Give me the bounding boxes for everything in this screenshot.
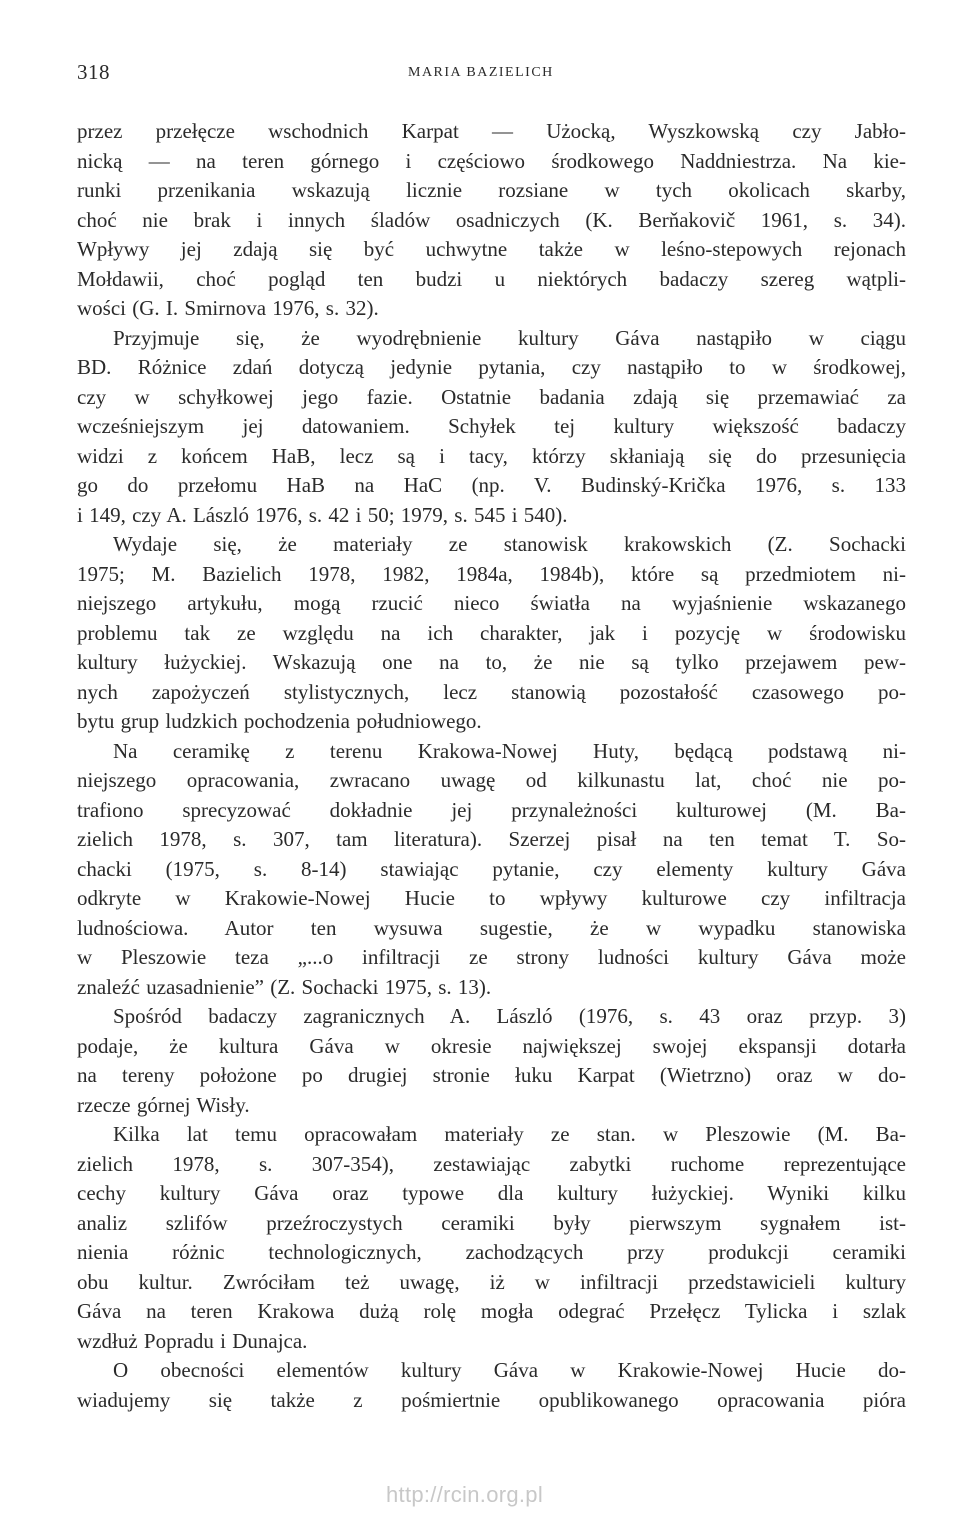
text-line: trafiono sprecyzować dokładnie jej przynależności kulturowej (M. Ba- (77, 797, 906, 822)
text-line: Przyjmuje się, że wyodrębnienie kultury Gáva nastąpiło w ciągu (113, 325, 906, 350)
text-line: wzdłuż Popradu i Dunajca. (77, 1328, 308, 1353)
body-text (77, 117, 906, 1415)
paragraph (77, 737, 906, 1003)
text-line: Gáva na teren Krakowa dużą rolę mogła odegrać Przełęcz Tylicka i szlak (77, 1299, 906, 1323)
text-line: Spośród badaczy zagranicznych A. László (1976, s. 43 oraz przyp. 3) (113, 1004, 906, 1028)
text-line: runki przenikania wskazują licznie rozsiane w tych okolicach skarby, (77, 178, 906, 202)
paragraph (77, 1002, 906, 1120)
text-line: nicką — na teren górnego i częściowo środkowego Naddniestrza. Na kie- (77, 148, 906, 173)
paragraph (77, 324, 906, 531)
text-line: Wydaje się, że materiały ze stanowisk krakowskich (Z. Sochacki (113, 532, 906, 556)
text-line: zielich 1978, s. 307-354), zestawiając zabytki ruchome reprezentujące (77, 1151, 906, 1176)
text-line: niejszego opracowania, zwracano uwagę od kilkunastu lat, choć nie po- (77, 768, 906, 792)
text-line: podaje, że kultura Gáva w okresie największej swojej ekspansji dotarła (77, 1033, 906, 1058)
text-line: wiadujemy się także z pośmiertnie opublikowanego opracowania pióra (77, 1387, 906, 1412)
text-line: rzecze górnej Wisły. (77, 1092, 250, 1117)
text-line: Kilka lat temu opracowałam materiały ze stan. w Pleszowie (M. Ba- (113, 1122, 906, 1146)
page-header (77, 60, 905, 88)
running-head: MARIA BAZIELICH (408, 65, 554, 80)
paragraph (77, 530, 906, 737)
page-number: 318 (77, 60, 110, 84)
text-line: analiz szlifów przeźroczystych ceramiki były pierwszym sygnałem ist- (77, 1210, 906, 1235)
text-line: i 149, czy A. László 1976, s. 42 i 50; 1979, s. 545 i 540). (77, 502, 568, 527)
text-line: odkryte w Krakowie-Nowej Hucie to wpływy kulturowe czy infiltracja (77, 886, 906, 910)
text-line: znaleźć uzasadnienie” (Z. Sochacki 1975, s. 13). (77, 974, 492, 999)
text-line: przez przełęcze wschodnich Karpat — Użocką, Wyszkowską czy Jabło- (77, 119, 906, 143)
paragraph (77, 117, 906, 324)
text-line: Na ceramikę z terenu Krakowa-Nowej Huty, będącą podstawą ni- (113, 738, 906, 763)
text-line: nych zapożyczeń stylistycznych, lecz stanowią pozostałość czasowego po- (77, 679, 906, 704)
text-line: Wpływy jej zdają się być uchwytne także w leśno-stepowych rejonach (77, 237, 906, 261)
text-line: wcześniejszym jej datowaniem. Schyłek tej kultury większość badaczy (77, 414, 906, 438)
text-line: zielich 1978, s. 307, tam literatura). Szerzej pisał na ten temat T. So- (77, 827, 906, 851)
text-line: w Pleszowie teza „...o infiltracji ze strony ludności kultury Gáva może (77, 945, 906, 969)
text-line: wości (G. I. Smirnova 1976, s. 32). (77, 296, 379, 320)
text-line: choć nie brak i innych śladów osadniczych (K. Berňakovič 1961, s. 34). (77, 207, 906, 232)
text-line: niejszego artykułu, mogą rzucić nieco światła na wyjaśnienie wskazanego (77, 591, 906, 615)
paragraph (77, 1356, 906, 1415)
text-line: kultury łużyckiej. Wskazują one na to, że nie są tylko przejawem pew- (77, 650, 906, 674)
text-line: na tereny położone po drugiej stronie łuku Karpat (Wietrzno) oraz w do- (77, 1063, 906, 1087)
text-line: problemu tak ze względu na ich charakter, jak i pozycję w środowisku (77, 620, 906, 645)
text-line: chacki (1975, s. 8-14) stawiając pytanie, czy elementy kultury Gáva (77, 856, 906, 881)
text-line: nienia różnic technologicznych, zachodzących przy produkcji ceramiki (77, 1240, 906, 1264)
text-line: bytu grup ludzkich pochodzenia południowego. (77, 709, 482, 733)
source-watermark-url: http://rcin.org.pl (386, 1482, 544, 1507)
paragraph (77, 1120, 906, 1356)
text-line: go do przełomu HaB na HaC (np. V. Budinský-Krička 1976, s. 133 (77, 473, 906, 497)
text-line: ludnościowa. Autor ten wysuwa sugestie, że w wypadku stanowiska (77, 915, 906, 940)
text-line: 1975; M. Bazielich 1978, 1982, 1984a, 1984b), które są przedmiotem ni- (77, 561, 906, 586)
text-line: cechy kultury Gáva oraz typowe dla kultury łużyckiej. Wyniki kilku (77, 1181, 906, 1205)
text-line: obu kultur. Zwróciłam też uwagę, iż w infiltracji przedstawicieli kultury (77, 1269, 906, 1294)
text-line: czy w schyłkowej jego fazie. Ostatnie badania zdają się przemawiać za (77, 384, 906, 409)
text-line: widzi z końcem HaB, lecz są i tacy, którzy skłaniają się do przesunięcia (77, 443, 906, 468)
text-line: Mołdawii, choć pogląd ten budzi u niektórych badaczy szereg wątpli- (77, 266, 906, 291)
text-line: O obecności elementów kultury Gáva w Krakowie-Nowej Hucie do- (113, 1358, 906, 1382)
text-line: BD. Różnice zdań dotyczą jedynie pytania, czy nastąpiło to w środkowej, (77, 355, 906, 379)
